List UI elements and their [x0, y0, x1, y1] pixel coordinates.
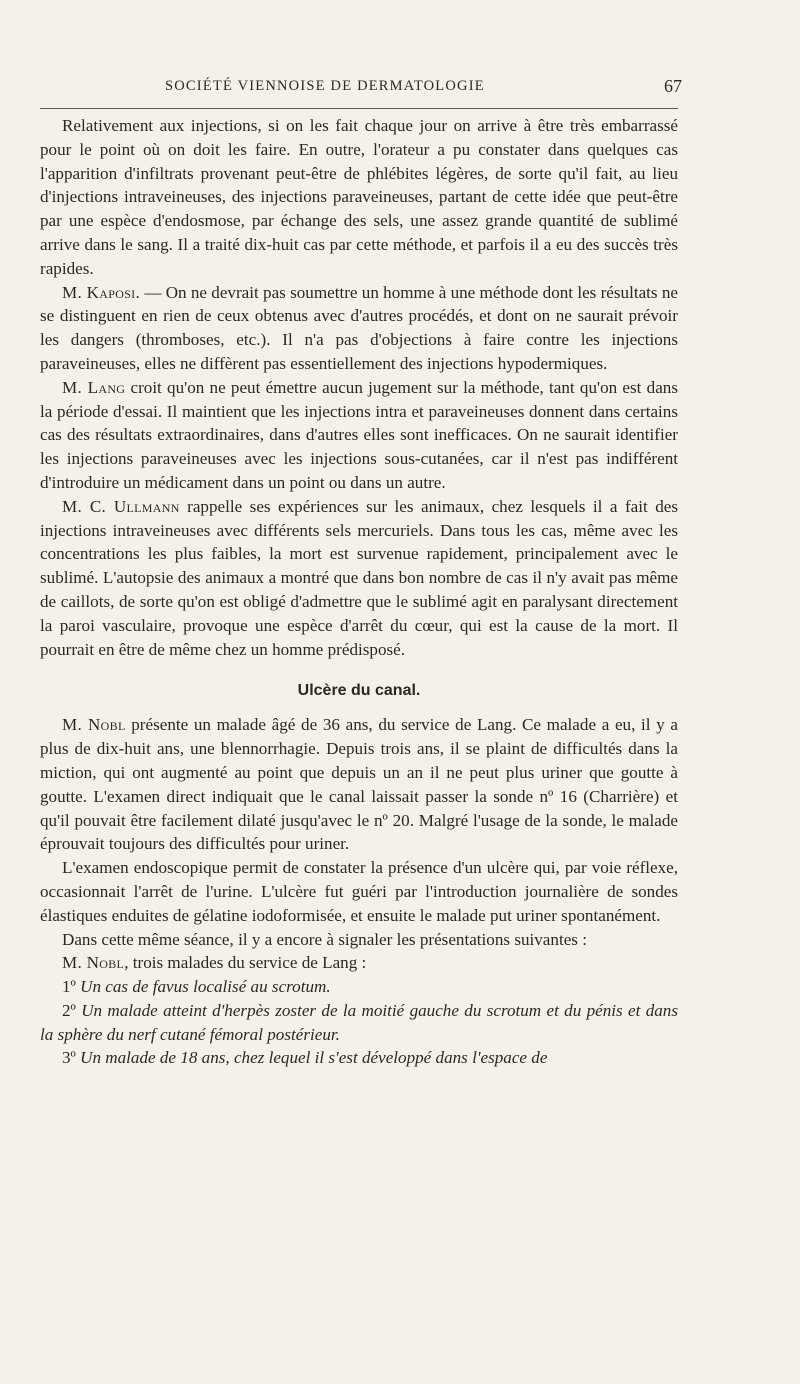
paragraph-text: , trois malades du service de Lang :: [124, 953, 367, 973]
paragraph-text: présente un malade âgé de 36 ans, du service de Lang. Ce malade a eu, il y a plus de dix-huit ans, une blennorrhagie. Depuis trois ans, il se plaint de difficultés dans la miction, qui ont augmenté au point que depuis un an il ne peut plus uriner que goutte à goutte. L'examen direct indiquait que le canal laissait passer la sonde nº 16 (Charrière) et qu'il pouvait être facilement dilaté jusqu'avec le nº 20. Malgré l'usage de la sonde, le malade éprouvait toujours des difficultés pour uriner.: [40, 715, 678, 854]
paragraph: [40, 856, 678, 927]
paragraph: [40, 376, 678, 495]
paragraph-text: croit qu'on ne peut émettre aucun jugement sur la méthode, tant qu'on est dans la période d'essai. Il maintient que les injections intra et paraveineuses donnent dans certains cas des résultats extraordinaires, dans d'autres elles sont inefficaces. On ne saurait identifier les injections paraveineuses avec les injections sous-cutanées, car il n'est pas indifférent d'introduire un médicament dans un point ou dans un autre.: [40, 377, 678, 492]
paragraph-text: L'examen endoscopique permit de constater la présence d'un ulcère qui, par voie réflexe, occasionnait l'arrêt de l'urine. L'ulcère fut guéri par l'introduction journalière de sondes élastiques enduites de gélatine iodoformisée, et ensuite le malade put uriner spontanément.: [40, 858, 678, 925]
item-number: 2º: [62, 1000, 82, 1020]
paragraph: [40, 114, 678, 281]
item-text: Un malade de 18 ans, chez lequel il s'est développé dans l'espace de: [80, 1048, 548, 1068]
paragraph: [40, 713, 678, 856]
speaker-name: M. Kaposi.: [62, 282, 141, 302]
list-item: [40, 999, 678, 1047]
paragraph: [40, 928, 678, 952]
item-text: Un malade atteint d'herpès zoster de la moitié gauche du scrotum et du pénis et dans la sphère du nerf cutané fémoral postérieur.: [40, 1000, 678, 1044]
list-item: [40, 1046, 678, 1070]
speaker-name: M. Nobl: [62, 715, 126, 735]
paragraph-text: rappelle ses expériences sur les animaux, chez lesquels il a fait des injections intraveineuses avec différents sels mercuriels. Dans tous les cas, même avec les concentrations les plus faibles, la mort est survenue rapidement, principalement avec le sublimé. L'autopsie des animaux a montré que dans bon nombre de cas il n'y avait pas même de caillots, de sorte qu'on est obligé d'admettre que le sublimé agit en paralysant directement la paroi vasculaire, provoque une espèce d'arrêt du cœur, qui est la cause de la mort. Il pourrait en être de même chez un homme prédisposé.: [40, 496, 678, 659]
page-number: 67: [664, 76, 682, 96]
body-text: [40, 114, 678, 1070]
paragraph: [40, 495, 678, 662]
paragraph-text: — On ne devrait pas soumettre un homme à une méthode dont les résultats ne se distinguent en rien de ceux obtenus avec d'autres procédés, et dont on ne saurait prévoir les dangers (thromboses, etc.). Il n'a pas d'objections à faire contre les injections paraveineuses, elles ne diffèrent pas essentiellement des injections hypodermiques.: [40, 282, 678, 373]
item-number: 1º: [62, 977, 81, 997]
paragraph-text: Relativement aux injections, si on les fait chaque jour on arrive à être très embarrassé pour le point où on doit les faire. En outre, l'orateur a pu constater dans quelques cas l'apparition d'infiltrats provenant peut-être de phlébites légères, de sorte qu'il fait, au lieu d'injections intraveineuses, des injections paraveineuses, partant de cette idée que peut-être par une espèce d'endosmose, par échange des sels, une assez grande quantité de sublimé arrive dans le sang. Il a traité dix-huit cas par cette méthode, et parfois il a eu des succès très rapides.: [40, 116, 678, 278]
item-text: Un cas de favus localisé au scrotum.: [80, 977, 331, 997]
speaker-name: M. C. Ullmann: [62, 496, 180, 516]
paragraph: [40, 951, 678, 975]
speaker-name: M. Lang: [62, 377, 126, 397]
paragraph-text: Dans cette même séance, il y a encore à signaler les présentations suivantes :: [62, 929, 587, 949]
list-item: [40, 975, 678, 999]
speaker-name: M. Nobl: [62, 953, 125, 973]
paragraph: [40, 281, 678, 376]
running-title: SOCIÉTÉ VIENNOISE DE DERMATOLOGIE: [165, 78, 485, 94]
item-number: 3º: [62, 1048, 81, 1068]
section-title: Ulcère du canal.: [297, 682, 421, 700]
page-header: [40, 76, 682, 109]
